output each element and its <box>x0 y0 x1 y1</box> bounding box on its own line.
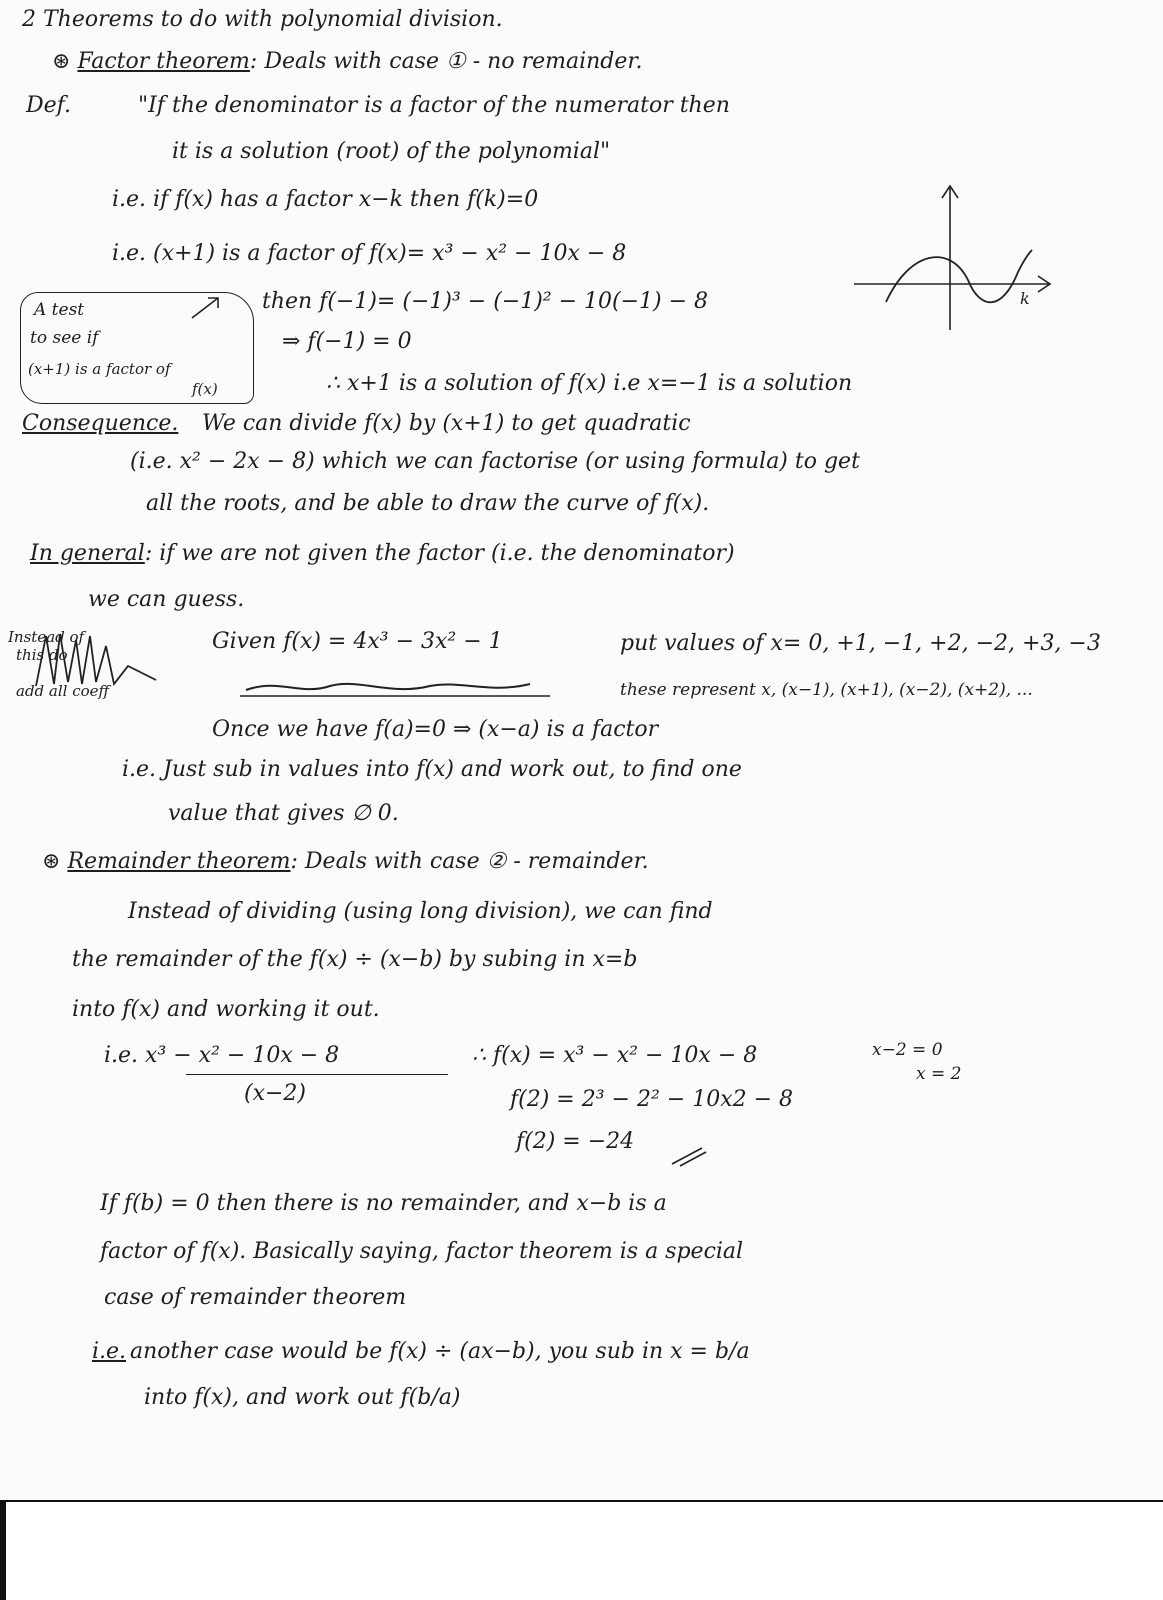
def-line-1: "If the denominator is a factor of the numerator then <box>138 93 730 118</box>
note-label: i.e. <box>92 1339 127 1364</box>
test-note-line-2: to see if <box>30 328 99 348</box>
general-heading <box>30 540 735 568</box>
conclusion-line-3: case of remainder theorem <box>104 1285 407 1310</box>
test-note-line-4: f(x) <box>192 380 218 398</box>
factor-ie-line: i.e. if f(x) has a factor x−k then f(k)=0 <box>112 187 539 212</box>
def-line-2: it is a solution (root) of the polynomial" <box>172 139 611 164</box>
put-values-line: put values of x= 0, +1, −1, +2, −2, +3, −3 <box>620 631 1101 656</box>
remainder-line-3: into f(x) and working it out. <box>72 997 380 1022</box>
scan-edge-strip <box>0 1502 6 1600</box>
fraction-bar <box>186 1074 448 1075</box>
cubic-sketch-graph <box>850 180 1060 340</box>
remainder-line-2: the remainder of the f(x) ÷ (x−b) by subing in x=b <box>72 947 638 972</box>
sub-values-line: i.e. Just sub in values into f(x) and work out, to find one <box>122 757 742 782</box>
example-root-value: x = 2 <box>916 1064 962 1084</box>
graph-curve <box>886 250 1032 302</box>
remainder-line-1: Instead of dividing (using long division), we can find <box>128 899 713 924</box>
general-line-1: : if we are not given the factor (i.e. the denominator) <box>144 541 735 566</box>
example-fx: ∴ f(x) = x³ − x² − 10x − 8 <box>472 1043 758 1068</box>
implies-line: ⇒ f(−1) = 0 <box>282 329 412 354</box>
margin-note-line-2: this do <box>16 646 68 664</box>
example-result: f(2) = −24 <box>516 1129 635 1154</box>
factor-theorem-title: Factor theorem <box>77 49 250 74</box>
answer-mark-icon <box>668 1144 708 1168</box>
note-line-2: into f(x), and work out f(b/a) <box>144 1385 461 1410</box>
example-denominator: (x−2) <box>244 1081 307 1106</box>
general-label: In general <box>30 541 145 566</box>
given-line: Given f(x) = 4x³ − 3x² − 1 <box>212 629 503 654</box>
page-bottom-edge <box>0 1500 1163 1502</box>
value-gives-zero-line: value that gives ∅ 0. <box>168 801 399 826</box>
conclusion-line-2: factor of f(x). Basically saying, factor theorem is a special <box>100 1239 744 1264</box>
remainder-theorem-title: Remainder theorem <box>67 849 291 874</box>
consequence-line-1: We can divide f(x) by (x+1) to get quadratic <box>202 411 691 436</box>
once-line: Once we have f(a)=0 ⇒ (x−a) is a factor <box>212 717 659 742</box>
represent-line: these represent x, (x−1), (x+1), (x−2), (x+2), ... <box>620 680 1033 700</box>
consequence-label: Consequence. <box>22 411 179 436</box>
star-bullet-icon: ⊛ <box>52 49 78 74</box>
note-line-1: another case would be f(x) ÷ (ax−b), you sub in x = b/a <box>130 1339 750 1364</box>
scribbled-out-note-icon <box>16 626 196 696</box>
example-numerator: i.e. x³ − x² − 10x − 8 <box>104 1043 340 1068</box>
remainder-theorem-heading <box>42 848 649 876</box>
example-substitution: f(2) = 2³ − 2² − 10x2 − 8 <box>510 1087 794 1112</box>
example-root-eq: x−2 = 0 <box>872 1040 943 1060</box>
remainder-theorem-case: : Deals with case ② - remainder. <box>290 849 649 874</box>
test-note-line-3: (x+1) is a factor of <box>28 360 171 378</box>
margin-note-line-1: Instead of <box>8 628 85 646</box>
general-line-2: we can guess. <box>88 587 245 612</box>
consequence-line-2: (i.e. x² − 2x − 8) which we can factorise (or using formula) to get <box>130 449 860 474</box>
def-label: Def. <box>26 93 72 118</box>
star-bullet-icon: ⊛ <box>42 849 68 874</box>
conclusion-line-1: If f(b) = 0 then there is no remainder, and x−b is a <box>100 1191 667 1216</box>
factor-theorem-case: : Deals with case ① - no remainder. <box>249 49 643 74</box>
crossed-out-line <box>240 676 560 700</box>
graph-k-label: k <box>1020 289 1030 308</box>
substitution-line: then f(−1)= (−1)³ − (−1)² − 10(−1) − 8 <box>262 289 709 314</box>
margin-note-line-3: add all coeff <box>16 682 110 700</box>
factor-theorem-heading <box>52 48 643 76</box>
test-note-line-1: A test <box>34 300 85 320</box>
page-heading: 2 Theorems to do with polynomial division. <box>22 7 503 32</box>
consequence-line-3: all the roots, and be able to draw the curve of f(x). <box>146 491 710 516</box>
therefore-line: ∴ x+1 is a solution of f(x) i.e x=−1 is a solution <box>326 371 853 396</box>
factor-example-line: i.e. (x+1) is a factor of f(x)= x³ − x² − 10x − 8 <box>112 241 627 266</box>
